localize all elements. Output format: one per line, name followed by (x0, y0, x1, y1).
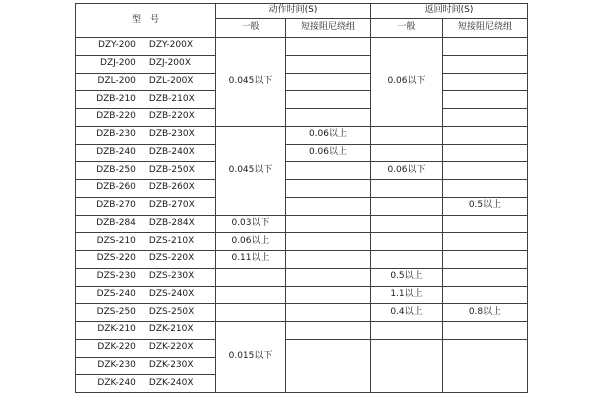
model-cell (76, 322, 216, 340)
table-row (76, 304, 528, 322)
model-cell (76, 109, 216, 127)
header-return-damping: 短接阻尼绕组 (443, 19, 528, 38)
model-cell (76, 215, 216, 233)
model-cell (76, 304, 216, 322)
empty-cell (443, 55, 528, 73)
model-name: DZB-250 (96, 164, 136, 175)
model-name: DZS-220 (96, 253, 136, 264)
empty-cell (443, 322, 528, 340)
model-cell (76, 126, 216, 144)
model-cell (76, 286, 216, 304)
model-name: DZB-250X (148, 164, 195, 175)
empty-cell (371, 233, 443, 251)
model-name: DZB-284X (148, 217, 195, 228)
model-cell (76, 162, 216, 180)
empty-cell (286, 197, 371, 215)
empty-cell (371, 144, 443, 162)
empty-cell (286, 268, 371, 286)
model-name: DZY-200X (148, 40, 194, 51)
empty-cell (286, 251, 371, 269)
empty-cell (443, 286, 528, 304)
empty-cell (443, 91, 528, 109)
table-row (76, 144, 528, 162)
model-name: DZB-240 (96, 146, 136, 157)
empty-cell (371, 197, 443, 215)
header-action-time: 动作时间(S) (216, 4, 371, 19)
table-row (76, 73, 528, 91)
model-name: DZS-210 (96, 235, 136, 246)
table-row (76, 233, 528, 251)
model-name: DZB-270X (148, 200, 195, 211)
empty-cell (216, 286, 286, 304)
empty-cell (286, 233, 371, 251)
value-cell-act-general: 0.045以下 (216, 38, 286, 127)
model-name: DZB-240X (148, 146, 195, 157)
table-row (76, 38, 528, 56)
value-cell-ret-general: 0.06以下 (371, 162, 443, 180)
value-cell-act-general: 0.06以上 (216, 233, 286, 251)
model-name: DZB-230X (148, 129, 195, 140)
empty-cell (371, 251, 443, 269)
model-name: DZY-200 (97, 40, 136, 51)
empty-cell (286, 109, 371, 127)
model-name: DZJ-200 (100, 58, 136, 69)
empty-cell (443, 251, 528, 269)
empty-cell (443, 38, 528, 56)
model-name: DZL-200X (148, 75, 194, 86)
table-row (76, 91, 528, 109)
table-row (76, 126, 528, 144)
header-action-damping: 短接阻尼绕组 (286, 19, 371, 38)
empty-cell (286, 91, 371, 109)
model-name: DZS-250X (148, 306, 195, 317)
empty-cell (443, 180, 528, 198)
value-cell-ret-damping: 0.5以上 (443, 197, 528, 215)
empty-cell (371, 322, 443, 340)
model-name: DZK-210X (148, 324, 194, 335)
value-cell-act-general: 0.03以下 (216, 215, 286, 233)
value-cell-ret-general: 0.06以下 (371, 38, 443, 127)
empty-cell (443, 268, 528, 286)
header-action-general: 一般 (216, 19, 286, 38)
header-model: 型 号 (76, 4, 216, 38)
model-name: DZS-240X (148, 288, 195, 299)
empty-cell (286, 180, 371, 198)
model-cell (76, 38, 216, 56)
model-name: DZB-220X (148, 111, 195, 122)
empty-cell (443, 215, 528, 233)
table-row (76, 286, 528, 304)
empty-cell (371, 339, 443, 392)
value-cell-act-damping: 0.06以上 (286, 126, 371, 144)
model-cell (76, 251, 216, 269)
value-cell-act-damping: 0.06以上 (286, 144, 371, 162)
table-row (76, 180, 528, 198)
model-name: DZK-230 (97, 359, 136, 370)
empty-cell (286, 286, 371, 304)
value-cell-ret-damping: 0.8以上 (443, 304, 528, 322)
model-cell (76, 233, 216, 251)
header-return-time: 返回时间(S) (371, 4, 528, 19)
model-cell (76, 91, 216, 109)
model-cell (76, 357, 216, 375)
model-name: DZB-260X (148, 182, 195, 193)
empty-cell (443, 126, 528, 144)
model-cell (76, 180, 216, 198)
model-cell (76, 73, 216, 91)
model-cell (76, 268, 216, 286)
empty-cell (371, 126, 443, 144)
empty-cell (371, 180, 443, 198)
model-name: DZB-284 (96, 217, 136, 228)
table-row (76, 268, 528, 286)
model-name: DZB-260 (96, 182, 136, 193)
model-name: DZJ-200X (148, 58, 191, 69)
model-name: DZB-230 (96, 129, 136, 140)
value-cell-ret-general: 0.4以上 (371, 304, 443, 322)
empty-cell (443, 233, 528, 251)
table-row (76, 251, 528, 269)
empty-cell (286, 215, 371, 233)
empty-cell (443, 162, 528, 180)
empty-cell (216, 268, 286, 286)
empty-cell (286, 73, 371, 91)
model-name: DZL-200 (97, 75, 136, 86)
model-name: DZS-230X (148, 271, 195, 282)
table-row (76, 162, 528, 180)
model-name: DZK-230X (148, 359, 194, 370)
table-row (76, 109, 528, 127)
table-row (76, 339, 528, 357)
empty-cell (443, 73, 528, 91)
model-cell (76, 55, 216, 73)
spec-table (75, 3, 528, 393)
empty-cell (286, 322, 371, 340)
model-name: DZB-270 (96, 200, 136, 211)
model-name: DZB-220 (96, 111, 136, 122)
model-name: DZB-210 (96, 93, 136, 104)
model-name: DZS-210X (148, 235, 195, 246)
empty-cell (216, 304, 286, 322)
table-row (76, 197, 528, 215)
model-cell (76, 339, 216, 357)
empty-cell (443, 144, 528, 162)
model-cell (76, 144, 216, 162)
table-row (76, 55, 528, 73)
empty-cell (443, 339, 528, 392)
header-return-general: 一般 (371, 19, 443, 38)
table-row (76, 215, 528, 233)
empty-cell (443, 109, 528, 127)
value-cell-ret-general: 1.1以上 (371, 286, 443, 304)
model-name: DZS-230 (96, 271, 136, 282)
empty-cell (286, 38, 371, 56)
model-name: DZS-250 (96, 306, 136, 317)
value-cell-act-general: 0.045以下 (216, 126, 286, 215)
model-name: DZK-220X (148, 342, 194, 353)
model-name: DZK-240X (148, 377, 194, 388)
model-cell (76, 197, 216, 215)
value-cell-act-general: 0.015以下 (216, 322, 286, 393)
model-name: DZB-210X (148, 93, 195, 104)
empty-cell (286, 304, 371, 322)
model-name: DZK-210 (97, 324, 136, 335)
value-cell-act-general: 0.11以上 (216, 251, 286, 269)
model-name: DZS-240 (96, 288, 136, 299)
table-row (76, 322, 528, 340)
model-name: DZS-220X (148, 253, 195, 264)
model-name: DZK-240 (97, 377, 136, 388)
header-row-groups (76, 4, 528, 19)
model-name: DZK-220 (97, 342, 136, 353)
model-cell (76, 375, 216, 393)
empty-cell (286, 162, 371, 180)
value-cell-ret-general: 0.5以上 (371, 268, 443, 286)
empty-cell (371, 215, 443, 233)
empty-cell (286, 339, 371, 392)
empty-cell (286, 55, 371, 73)
